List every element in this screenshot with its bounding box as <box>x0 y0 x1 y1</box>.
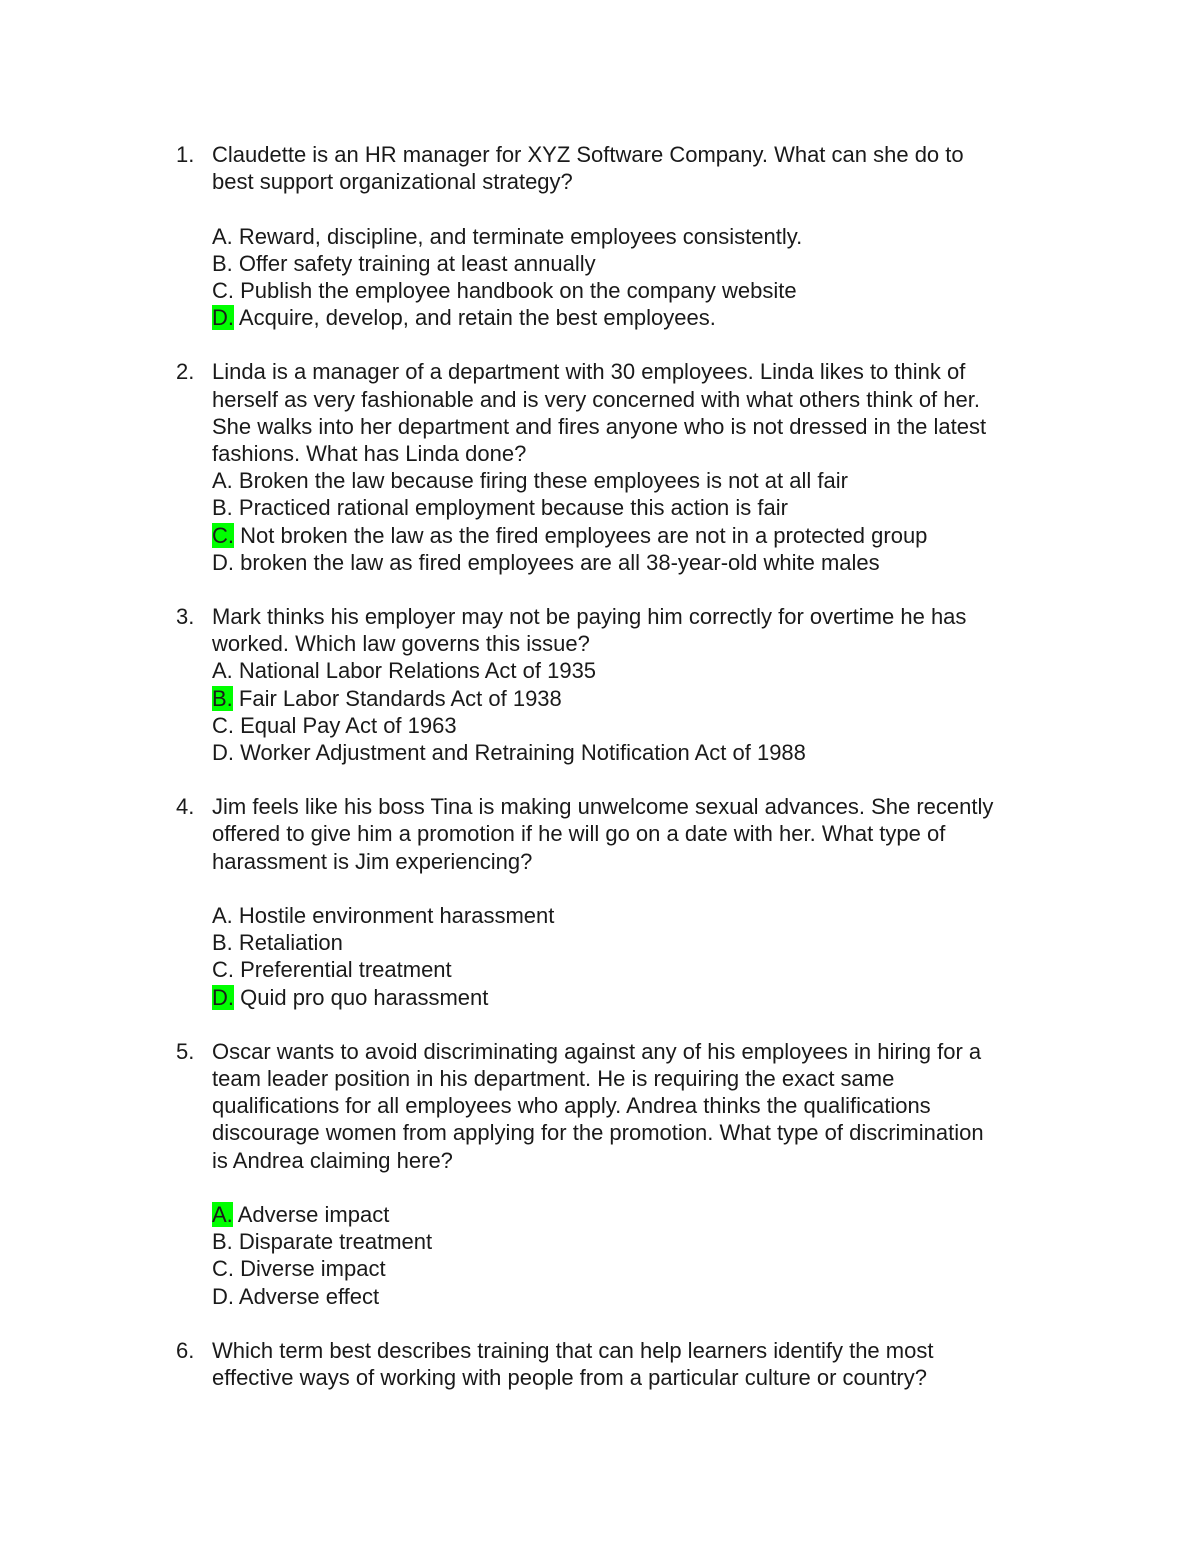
answer-text: Practiced rational employment because this action is fair <box>232 495 788 521</box>
answer-option <box>212 712 1062 739</box>
question-text-line: Which term best describes training that can help learners identify the most <box>212 1337 934 1363</box>
answer-letter: B. <box>212 1229 233 1255</box>
answer-letter: D. <box>212 740 234 766</box>
answer-text: National Labor Relations Act of 1935 <box>232 658 597 684</box>
answer-text: Adverse impact <box>232 1202 390 1228</box>
question-text-line: is Andrea claiming here? <box>212 1147 453 1173</box>
question-number: 4. <box>176 794 195 820</box>
question-body <box>212 603 1062 766</box>
answer-text: Diverse impact <box>234 1256 386 1282</box>
answer-option <box>212 250 1062 277</box>
answer-option <box>212 1201 1062 1228</box>
answer-text: broken the law as fired employees are all 38-year-old white males <box>234 549 880 575</box>
question-number: 1. <box>176 142 195 167</box>
question-text-line: fashions. What has Linda done? <box>212 441 527 467</box>
answer-option <box>212 956 1062 983</box>
question-number: 3. <box>176 604 195 630</box>
question-text-line: She walks into her department and fires anyone who is not dressed in the latest <box>212 413 987 439</box>
answer-option <box>212 223 1062 250</box>
answer-text: Broken the law because firing these employees is not at all fair <box>232 468 848 494</box>
question-item <box>0 358 1200 576</box>
question-text-line: Jim feels like his boss Tina is making unwelcome sexual advances. She recently <box>212 794 994 820</box>
answer-text: Adverse effect <box>234 1283 380 1309</box>
answer-option <box>212 304 1062 331</box>
question-text-line: effective ways of working with people from a particular culture or country? <box>212 1365 927 1391</box>
question-text-line: Mark thinks his employer may not be paying him correctly for overtime he has <box>212 604 967 630</box>
answer-option <box>212 902 1062 929</box>
answer-option <box>212 522 1062 549</box>
answer-letter: B. <box>212 495 233 521</box>
question-item <box>0 1038 1200 1310</box>
answer-letter: C. <box>212 957 234 983</box>
answer-option <box>212 277 1062 304</box>
answer-text: Acquire, develop, and retain the best employees. <box>234 305 716 331</box>
question-body <box>212 358 1062 576</box>
blank-line <box>212 875 1062 902</box>
answer-text: Retaliation <box>232 930 343 956</box>
answer-letter: A. <box>212 468 233 494</box>
answer-letter: A. <box>212 658 233 684</box>
answer-option <box>212 1255 1062 1282</box>
answer-option <box>212 549 1062 576</box>
blank-line <box>212 195 1062 222</box>
answer-letter: C. <box>212 712 234 738</box>
question-text-line: harassment is Jim experiencing? <box>212 848 533 874</box>
question-text-line: discourage women from applying for the promotion. What type of discrimination <box>212 1120 984 1146</box>
answer-letter: A. <box>212 903 233 929</box>
answer-option <box>212 1283 1062 1310</box>
answer-letter: B. <box>212 250 233 276</box>
answer-option <box>212 1228 1062 1255</box>
question-text-line: qualifications for all employees who apply. Andrea thinks the qualifications <box>212 1093 931 1119</box>
answer-letter: B. <box>212 930 233 956</box>
answer-text: Offer safety training at least annually <box>232 250 596 276</box>
question-number: 5. <box>176 1038 195 1064</box>
question-text-line: Linda is a manager of a department with 30 employees. Linda likes to think of <box>212 359 966 385</box>
question-body <box>212 1337 1062 1391</box>
answer-letter: D. <box>212 1283 234 1309</box>
question-number: 2. <box>176 359 195 385</box>
answer-option <box>212 984 1062 1011</box>
answer-option <box>212 494 1062 521</box>
answer-text: Reward, discipline, and terminate employees consistently. <box>232 223 803 249</box>
question-text-line: Oscar wants to avoid discriminating against any of his employees in hiring for a <box>212 1038 982 1064</box>
answer-text: Worker Adjustment and Retraining Notification Act of 1988 <box>234 740 806 766</box>
answer-letter: D. <box>212 549 234 575</box>
correct-answer-letter: D. <box>212 984 234 1010</box>
question-item <box>0 603 1200 766</box>
question-text-line: herself as very fashionable and is very concerned with what others think of her. <box>212 386 980 412</box>
question-text-line: Claudette is an HR manager for XYZ Software Company. What can she do to <box>212 142 964 167</box>
question-list <box>0 141 1200 1418</box>
correct-answer-letter: B. <box>212 685 233 711</box>
question-text-line: worked. Which law governs this issue? <box>212 631 590 657</box>
answer-text: Equal Pay Act of 1963 <box>234 712 457 738</box>
question-item <box>0 141 1200 331</box>
answer-option <box>212 929 1062 956</box>
question-body <box>212 1038 1062 1310</box>
question-text-line: best support organizational strategy? <box>212 169 573 195</box>
answer-option <box>212 685 1062 712</box>
question-item <box>0 793 1200 1011</box>
answer-option <box>212 467 1062 494</box>
question-text-line: offered to give him a promotion if he will go on a date with her. What type of <box>212 821 946 847</box>
correct-answer-letter: A. <box>212 1202 233 1228</box>
answer-text: Fair Labor Standards Act of 1938 <box>232 685 562 711</box>
answer-letter: A. <box>212 223 233 249</box>
answer-text: Quid pro quo harassment <box>234 984 489 1010</box>
correct-answer-letter: D. <box>212 305 234 331</box>
answer-letter: C. <box>212 278 234 303</box>
question-body <box>212 141 1062 331</box>
answer-text: Disparate treatment <box>232 1229 433 1255</box>
question-body <box>212 793 1062 1011</box>
question-item <box>0 1337 1200 1391</box>
correct-answer-letter: C. <box>212 522 234 548</box>
answer-text: Preferential treatment <box>234 957 452 983</box>
answer-text: Publish the employee handbook on the company website <box>234 278 797 303</box>
answer-letter: C. <box>212 1256 234 1282</box>
answer-text: Not broken the law as the fired employees are not in a protected group <box>234 522 928 548</box>
question-number: 6. <box>176 1337 195 1363</box>
question-text-line: team leader position in his department. He is requiring the exact same <box>212 1066 895 1092</box>
answer-option <box>212 739 1062 766</box>
answer-option <box>212 657 1062 684</box>
blank-line <box>212 1174 1062 1201</box>
answer-text: Hostile environment harassment <box>232 903 555 929</box>
